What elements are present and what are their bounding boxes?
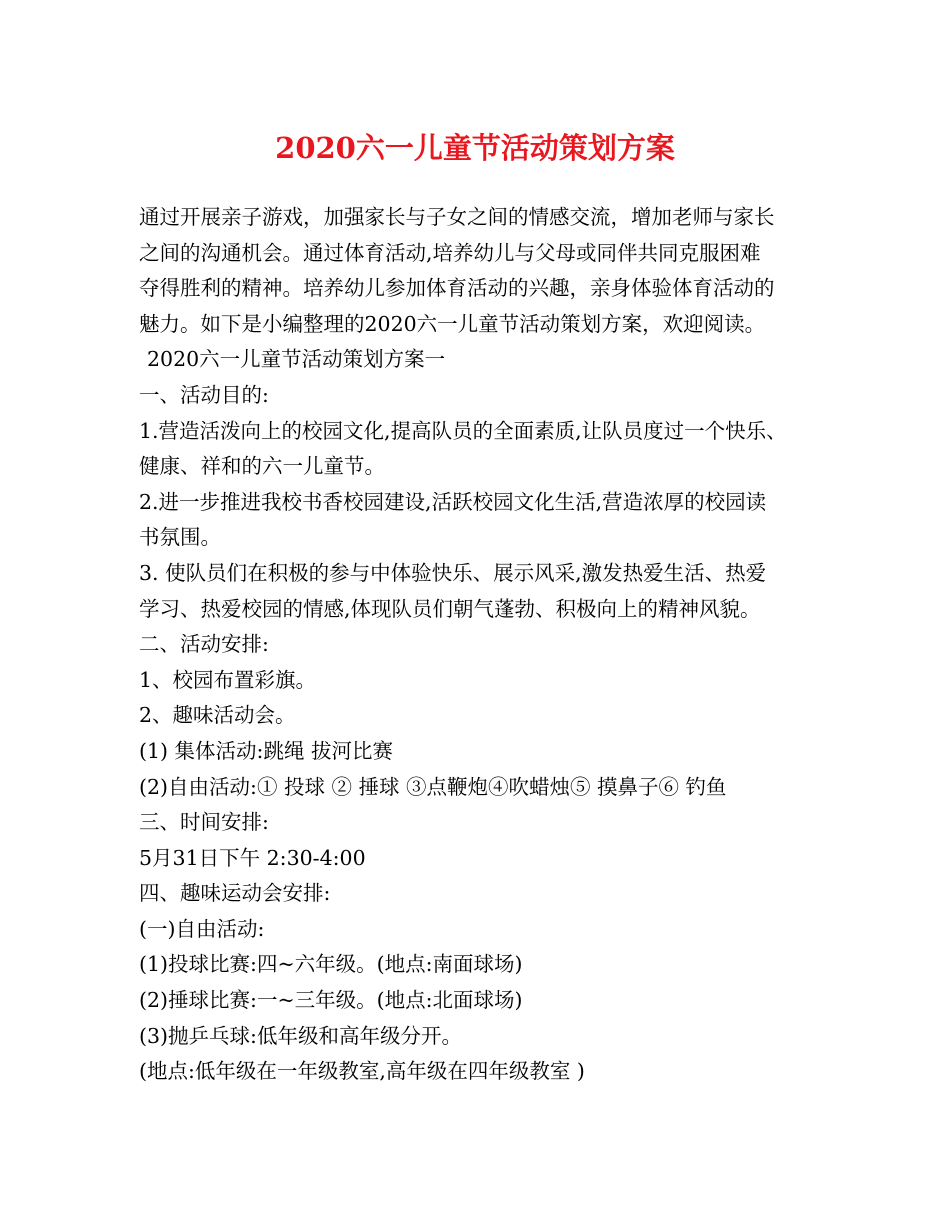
document-title: 2020六一儿童节活动策划方案 [275,131,675,165]
list-item: (一)自由活动: [139,916,265,941]
paragraph-line: 5月31日下午 2:30-4:00 [139,845,366,870]
paragraph-line: (地点:低年级在一年级教室,高年级在四年级教室 ) [139,1059,585,1084]
section-heading: 三、时间安排: [139,810,269,835]
paragraph-line: 夺得胜利的精神。培养幼儿参加体育活动的兴趣，亲身体验体育活动的 [139,276,775,301]
paragraph-line: 学习、热爱校园的情感,体现队员们朝气蓬勃、积极向上的精神风貌。 [139,596,761,621]
section-heading: 2020六一儿童节活动策划方案一 [147,347,446,372]
paragraph-line: 魅力。如下是小编整理的2020六一儿童节活动策划方案，欢迎阅读。 [139,311,766,336]
paragraph-line: 2.进一步推进我校书香校园建设,活跃校园文化生活,营造浓厚的校园读 [139,489,767,514]
paragraph-line: 健康、祥和的六一儿童节。 [139,454,385,479]
section-heading: 四、趣味运动会安排: [139,881,331,906]
list-item: (1) 集体活动:跳绳 拔河比赛 [139,738,393,763]
paragraph-line: 之间的沟通机会。通过体育活动,培养幼儿与父母或同伴共同克服困难 [139,240,761,265]
paragraph-line: 1.营造活泼向上的校园文化,提高队员的全面素质,让队员度过一个快乐、 [139,418,787,443]
list-item: (3)抛乒乓球:低年级和高年级分开。 [139,1023,462,1048]
list-item: 1、校园布置彩旗。 [139,667,317,692]
list-item: (2)自由活动:① 投球 ② 捶球 ③点鞭炮④吹蜡烛⑤ 摸鼻子⑥ 钓鱼 [139,774,727,799]
paragraph-line: 通过开展亲子游戏，加强家长与子女之间的情感交流，增加老师与家长 [139,205,775,229]
list-item: (2)捶球比赛:一~三年级。(地点:北面球场) [139,988,523,1013]
list-item: 2、趣味活动会。 [139,703,296,728]
paragraph-line: 3. 使队员们在积极的参与中体验快乐、展示风采,激发热爱生活、热爱 [139,560,767,585]
section-heading: 一、活动目的: [139,382,269,407]
section-heading: 二、活动安排: [139,632,269,657]
paragraph-line: 书氛围。 [139,525,221,550]
document-body [139,200,839,1090]
list-item: (1)投球比赛:四~六年级。(地点:南面球场) [139,952,523,977]
